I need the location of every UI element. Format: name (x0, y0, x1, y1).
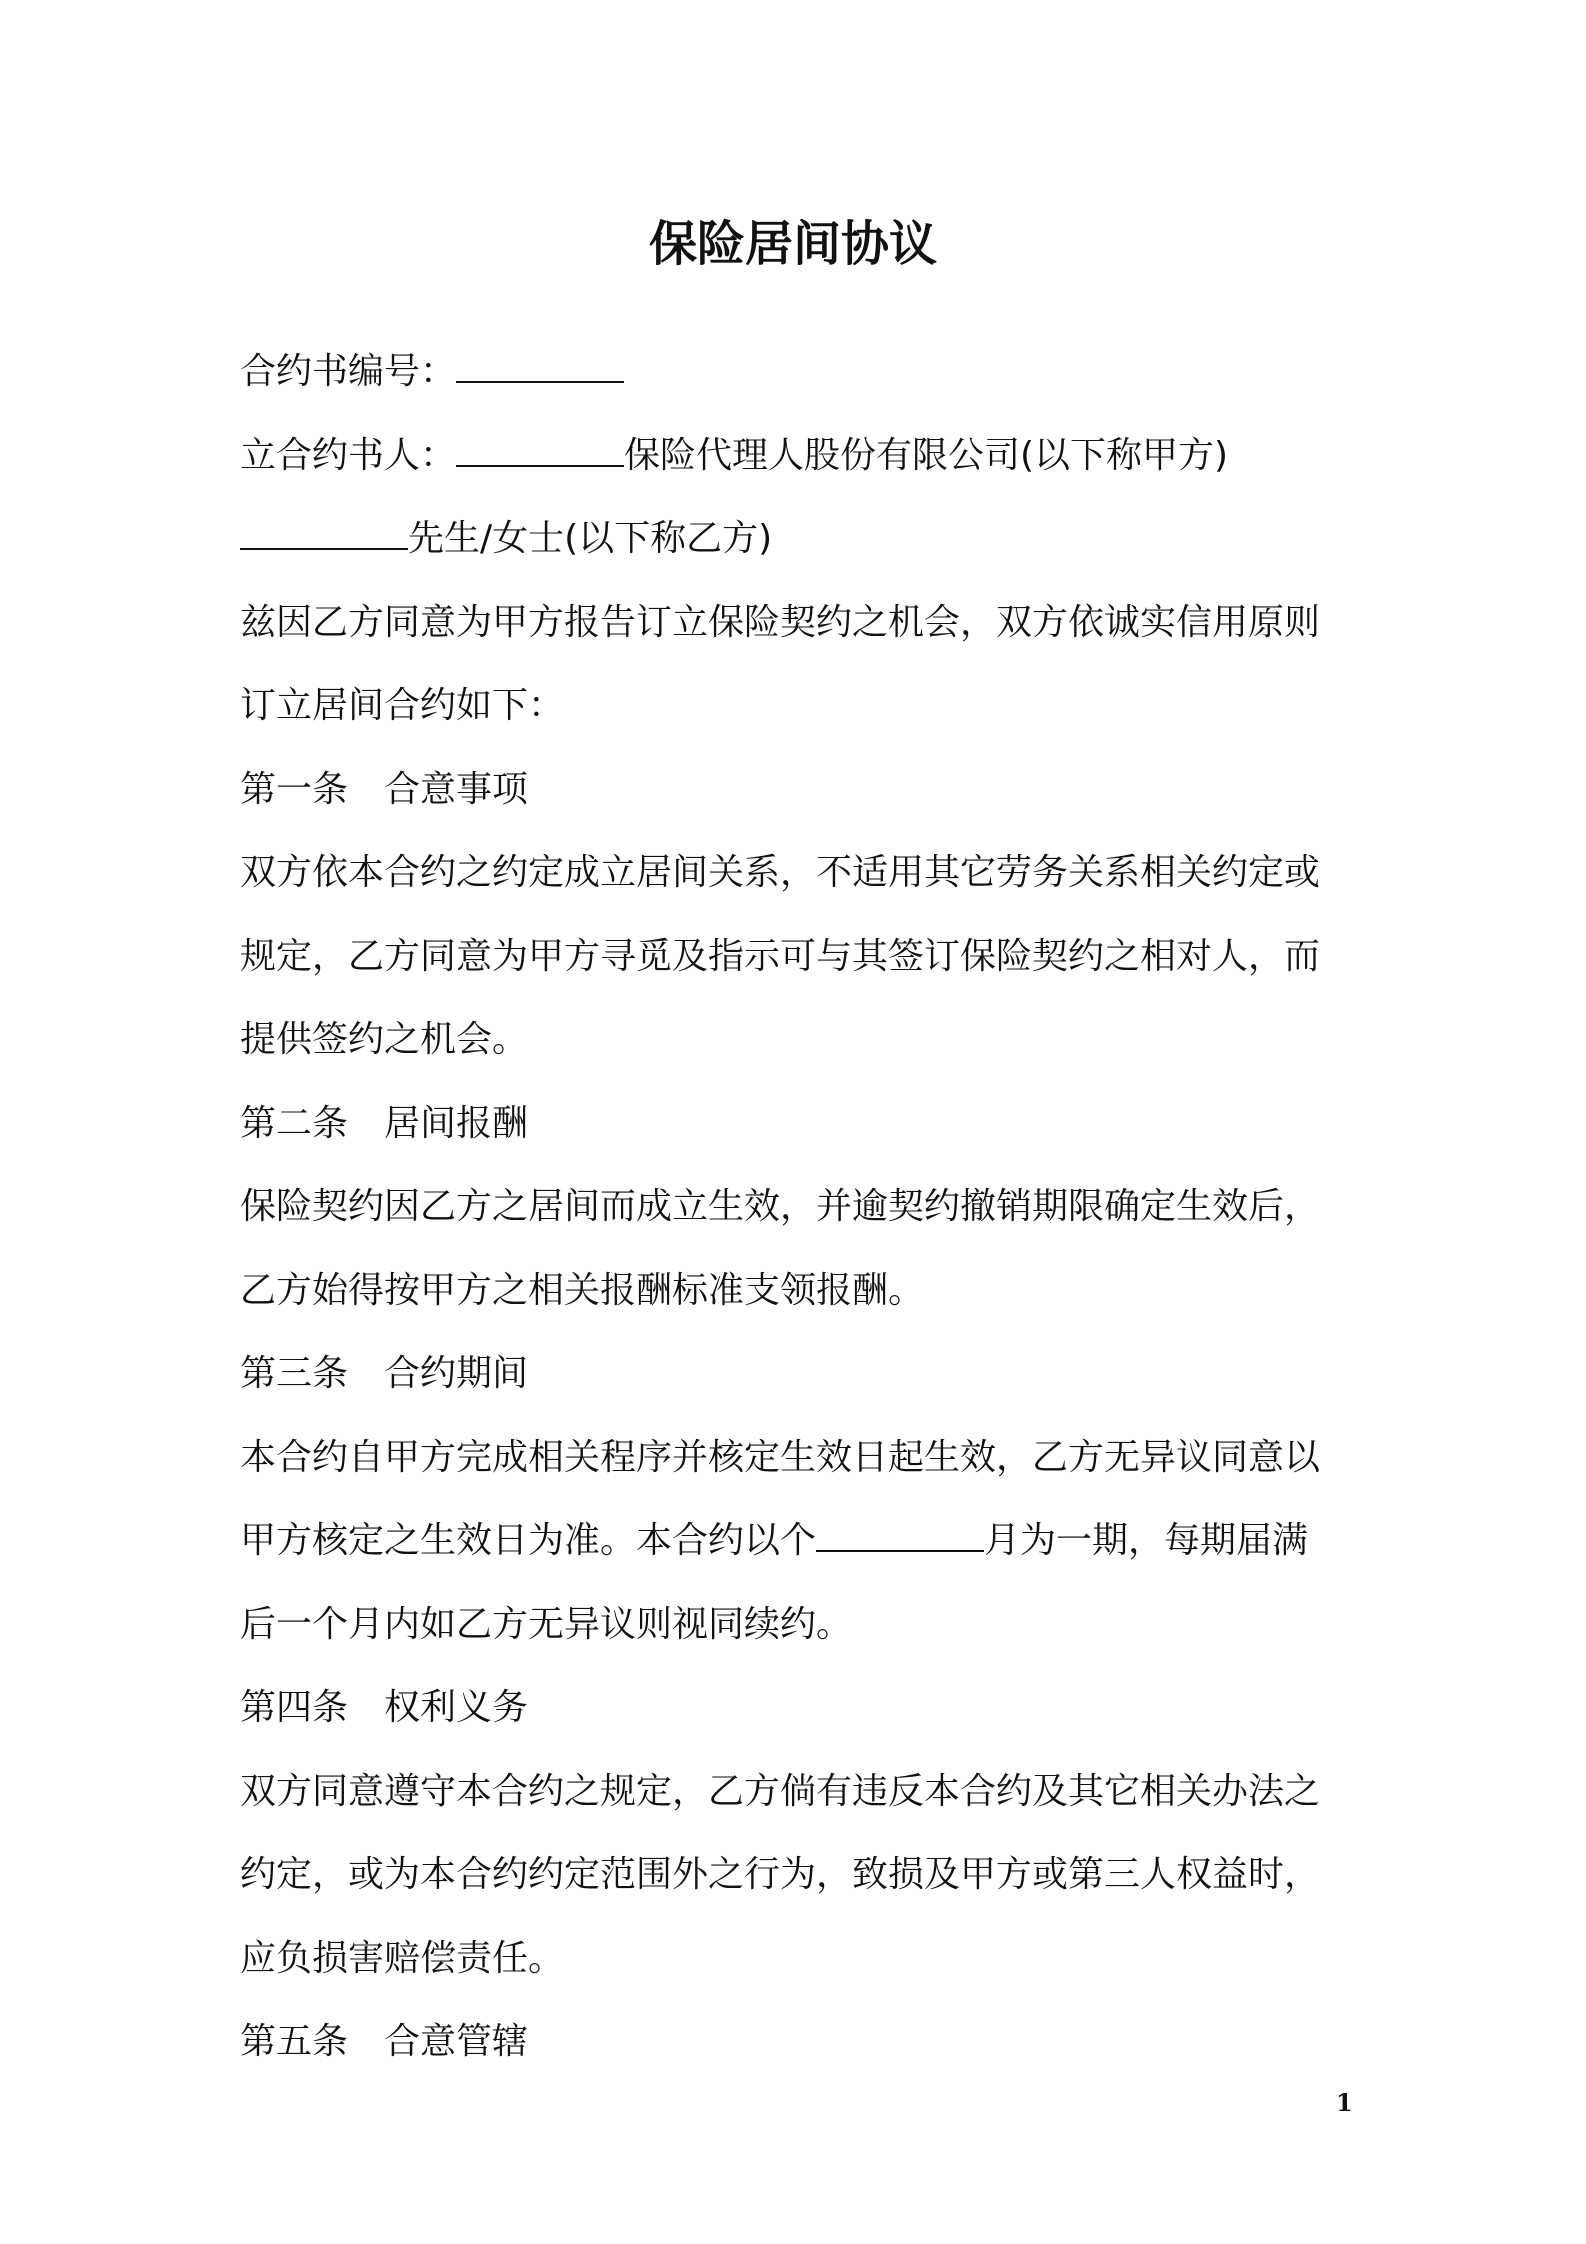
signatory-line (240, 414, 1360, 498)
article-text-line: 规定，乙方同意为甲方寻觅及指示可与其签订保险契约之相对人，而 (240, 935, 1321, 977)
article-text-line: 保险契约因乙方之居间而成立生效，并逾契约撤销期限确定生效后， (240, 1186, 1321, 1227)
article-heading (240, 2000, 1360, 2084)
article-title: 权利义务 (384, 1687, 529, 1728)
article-heading (240, 748, 1360, 832)
article-title: 居间报酬 (384, 1102, 529, 1144)
article-heading (240, 1332, 1360, 1416)
document-title: 保险居间协议 (648, 216, 937, 272)
article-number: 第一条 (240, 768, 349, 810)
article-text-line: 提供签约之机会。 (240, 1019, 529, 1060)
document-body (240, 330, 1360, 2084)
party-a-text: 保险代理人股份有限公司(以下称甲方) (624, 434, 1229, 476)
article-number: 第三条 (240, 1353, 349, 1394)
term-text-after: 月为一期，每期届满 (984, 1520, 1309, 1561)
party-a-name-blank (456, 435, 624, 467)
preamble-line: 兹因乙方同意为甲方报告订立保险契约之机会，双方依诚实信用原则 (240, 601, 1321, 643)
article-title: 合意管辖 (384, 2021, 529, 2062)
contract-number-line (240, 330, 1360, 414)
party-b-text: 先生/女士(以下称乙方) (408, 518, 773, 559)
signatory-label: 立合约书人： (240, 434, 457, 476)
term-months-blank (816, 1520, 984, 1552)
article-heading (240, 1082, 1360, 1166)
article-heading (240, 1666, 1360, 1750)
party-b-line (240, 497, 1360, 581)
article-number: 第四条 (240, 1687, 349, 1728)
article-text-line: 应负损害赔偿责任。 (240, 1937, 565, 1979)
article-text-line: 双方依本合约之约定成立居间关系，不适用其它劳务关系相关约定或 (240, 852, 1321, 893)
party-b-name-blank (240, 518, 408, 550)
term-text-before: 甲方核定之生效日为准。本合约以个 (240, 1520, 817, 1561)
preamble-line: 订立居间合约如下： (240, 685, 565, 726)
page-number: 1 (1336, 2088, 1353, 2117)
article-text-line: 本合约自甲方完成相关程序并核定生效日起生效，乙方无异议同意以 (240, 1436, 1321, 1478)
article-text-line: 约定，或为本合约约定范围外之行为，致损及甲方或第三人权益时， (240, 1854, 1321, 1895)
article-text-line: 乙方始得按甲方之相关报酬标准支领报酬。 (240, 1269, 925, 1311)
article-number: 第二条 (240, 1102, 349, 1144)
contract-number-label: 合约书编号： (240, 351, 457, 392)
article-text-line: 双方同意遵守本合约之规定，乙方倘有违反本合约及其它相关办法之 (240, 1770, 1321, 1812)
article-number: 第五条 (240, 2021, 349, 2062)
article-text-line: 后一个月内如乙方无异议则视同续约。 (240, 1603, 853, 1645)
article-title: 合约期间 (384, 1353, 529, 1394)
contract-number-blank (456, 351, 624, 383)
article-title: 合意事项 (384, 768, 529, 810)
article-text-line (240, 1499, 1360, 1583)
